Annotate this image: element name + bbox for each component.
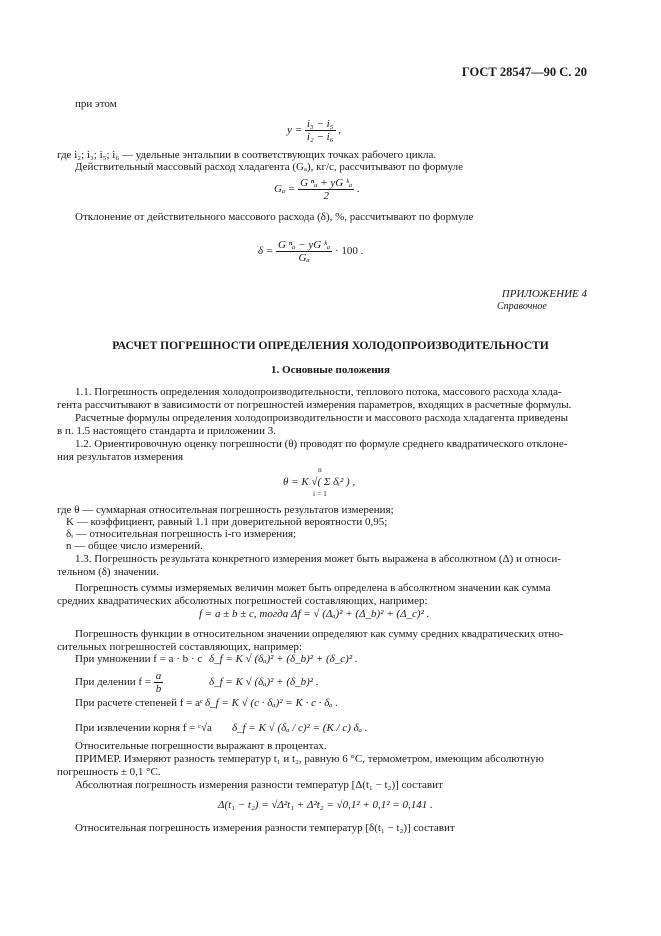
div-label: При делении f = [75,676,151,689]
ex-formula: Δ(t₁ − t₂) = √Δ²t₁ + Δ²t₂ = √0,1² + 0,1² = 0,141 . [218,799,433,811]
formula-g [274,177,360,202]
appendix-subtitle: Справочное [497,301,547,312]
formula-y [287,118,341,143]
theta-sum-bottom: i = 1 [313,489,327,498]
where-theta: где θ — суммарная относительная погрешность результатов измерения; [57,504,394,516]
formula-sum: f = a ± b ± c, тогда Δf = √ (Δₐ)² + (Δ_b)² + (Δ_c)² . [199,608,430,620]
formula-y-num: i₃ − i₅ [306,118,334,130]
root-label: При извлечении корня f = ᶜ√a [75,722,212,734]
formula-d-den: Gₐ [298,252,310,264]
intro-pri-etom: при этом [75,98,117,110]
rel-percent: Относительные погрешности выражают в процентах. [75,740,327,752]
sum-b: средних квадратических абсолютных погрешностей составляющих, например: [57,595,428,607]
p11b: гента рассчитывают в зависимости от погрешностей измерения параметров, входящих в расчетные формулы. [57,399,572,411]
p13a: 1.3. Погрешность результата конкретного измерения может быть выражена в абсолютном (Δ) и относи- [75,553,561,565]
formula-y-fraction [305,118,336,143]
formula-y-den: i₂ − i₆ [306,131,334,143]
func-a: Погрешность функции в относительном значении определяют как сумму средних квадратических отно- [75,628,564,640]
p11a: 1.1. Погрешность определения холодопроизводительности, теплового потока, массового расхода хлада- [75,386,562,398]
func-b: сительных погрешностей составляющих, например: [57,641,302,653]
p11d: в п. 1.5 настоящего стандарта и приложении 3. [57,425,276,437]
page-code: ГОСТ 28547—90 С. 20 [461,65,587,79]
appendix-title: ПРИЛОЖЕНИЕ 4 [501,288,587,300]
formula-g-num: G ⁿₐ + yG ᵏₐ [300,177,353,189]
main-title: РАСЧЕТ ПОГРЕШНОСТИ ОПРЕДЕЛЕНИЯ ХОЛОДОПРОИЗВОДИТЕЛЬНОСТИ [112,340,549,352]
formula-d-fraction [276,239,332,264]
where-n: n — общее число измерений. [66,540,203,552]
pow-formula: δ_f = K √ (c · δₐ)² = K · c · δₐ . [205,697,339,709]
formula-g-lhs: Gₐ = [274,183,296,196]
where-k: K — коэффициент, равный 1.1 при доверительной вероятности 0,95; [66,516,388,528]
formula-d-tail: · 100 . [334,245,364,258]
div-label-wrap [75,670,163,695]
intro-deviation-line: Отклонение от действительного массового расхода (δ), %, рассчитывают по формуле [75,211,474,223]
formula-g-fraction [298,177,354,202]
ex-a: ПРИМЕР. Измеряют разность температур t₁ и t₂, равную 6 °С, термометром, имеющим абсолютную [75,753,544,765]
root-formula: δ_f = K √ (δₐ / c)² = (K / c) δₐ . [232,722,368,734]
p13b: тельном (δ) значении. [57,566,159,578]
div-num: a [155,670,162,682]
div-fraction [154,670,164,695]
sum-a: Погрешность суммы измеряемых величин может быть определена в абсолютном значении как сумма [75,582,551,594]
formula-y-tail: , [338,124,341,137]
formula-d-lhs: δ = [258,245,274,258]
mult-formula: δ_f = K √ (δₐ)² + (δ_b)² + (δ_c)² . [209,653,358,665]
pow-label: При расчете степеней f = aᶜ [75,697,203,709]
formula-delta [258,239,363,264]
formula-y-lhs: y = [287,124,303,137]
formula-theta: θ = K √( Σ δᵢ² ) , [283,476,356,488]
p12a: 1.2. Ориентировочную оценку погрешности (θ) проводят по формуле среднего квадратического отклоне- [75,438,568,450]
intro-where-line: где i₂; i₃; i₅; i₆ — удельные энтальпии в соответствующих точках рабочего цикла. [57,149,437,161]
ex-d: Относительная погрешность измерения разности температур [δ(t₁ − t₂)] составит [75,822,455,834]
div-den: b [155,683,162,695]
intro-mass-flow-line: Действительный массовый расход хладагента (Gₐ), кг/с, рассчитывают по формуле [75,161,463,173]
formula-d-num: G ⁿₐ − yG ᵏₐ [278,239,331,251]
formula-g-tail: . [357,183,360,196]
where-delta: δᵢ — относительная погрешность i-го измерения; [66,528,297,540]
theta-sum-top: n [318,465,322,474]
mult-label: При умножении f = a · b · c [75,653,203,665]
ex-b: погрешность ± 0,1 °С. [57,766,161,778]
div-formula: δ_f = K √ (δₐ)² + (δ_b)² . [209,676,319,688]
section-1-heading: 1. Основные положения [271,364,390,376]
ex-c: Абсолютная погрешность измерения разности температур [Δ(t₁ − t₂)] составит [75,779,443,791]
p11c: Расчетные формулы определения холодопроизводительности и массового расхода хладагента приведены [75,412,569,424]
formula-g-den: 2 [323,190,329,202]
p12b: ния результатов измерения [57,451,184,463]
